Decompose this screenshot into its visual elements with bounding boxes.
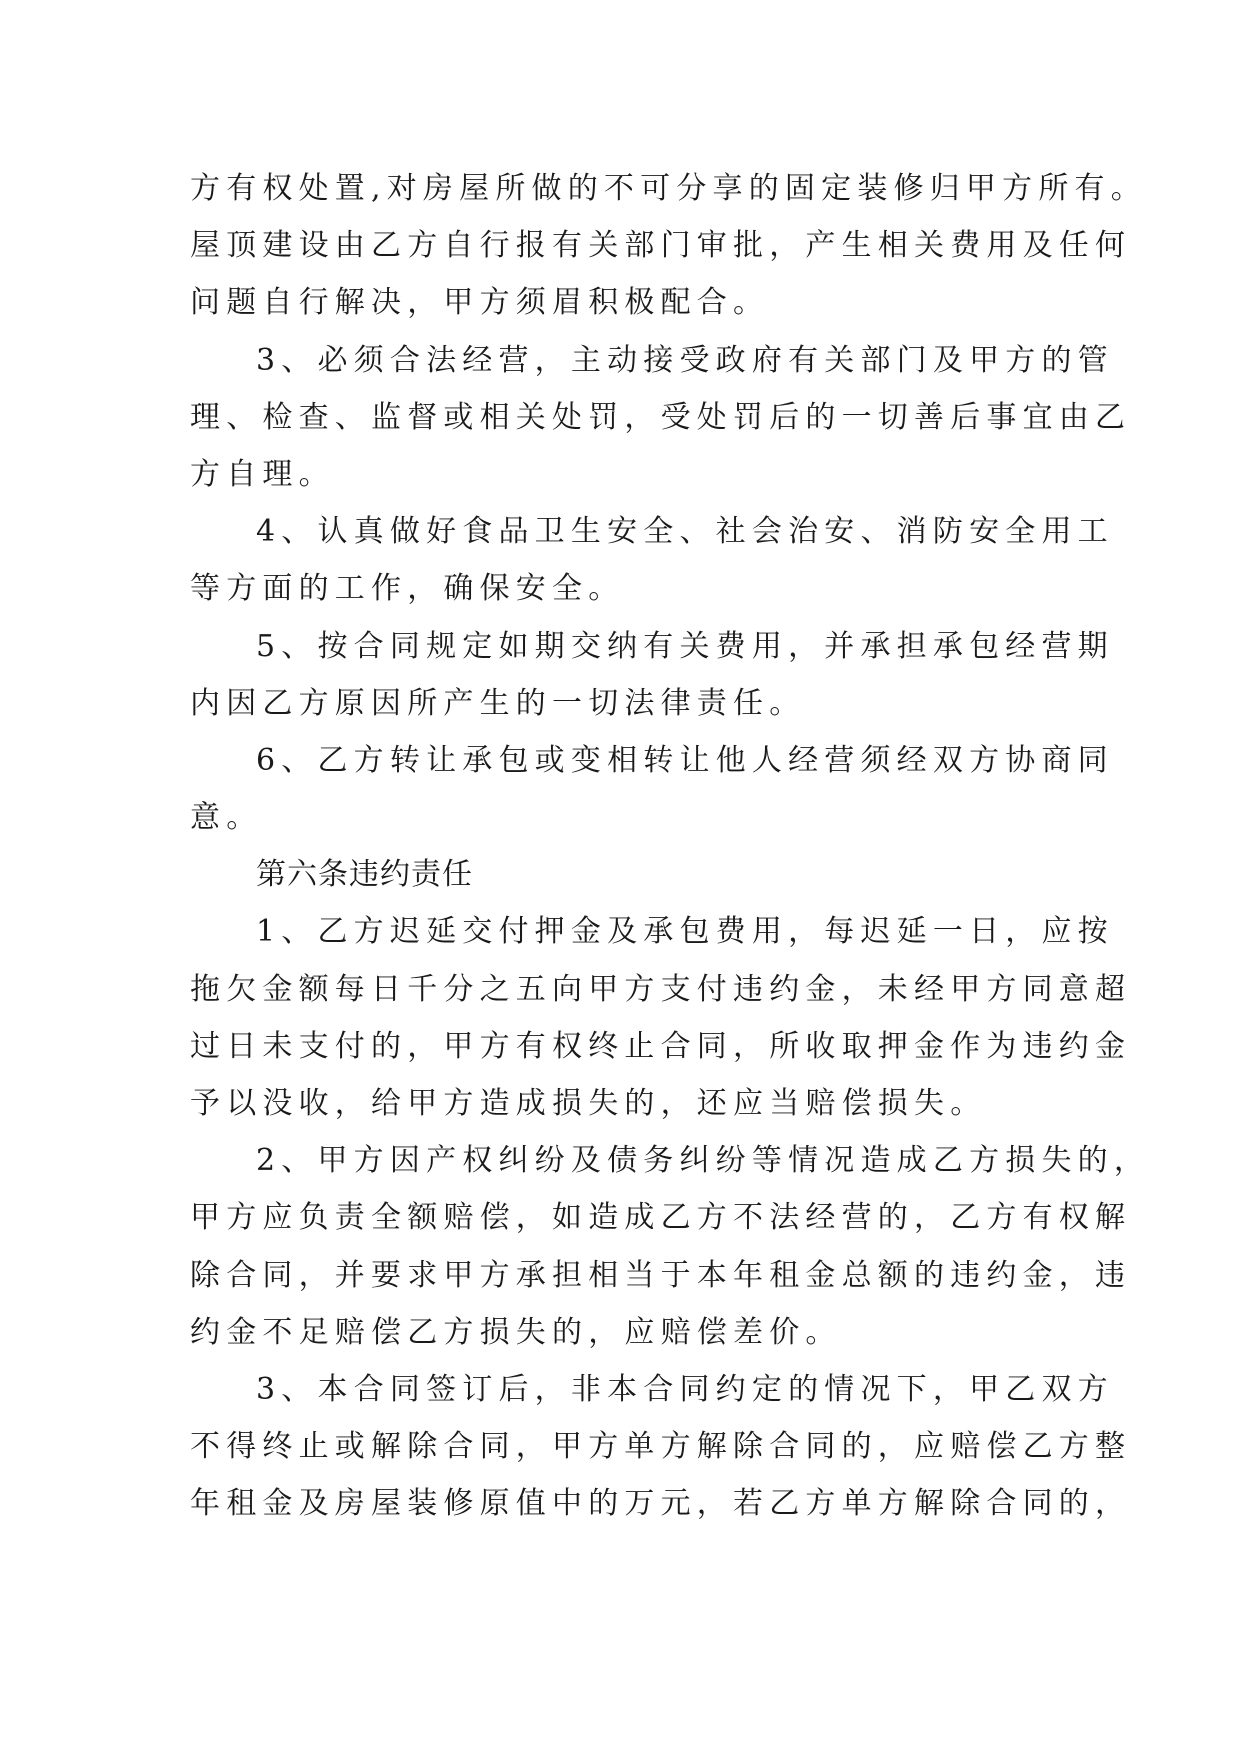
- clause-4-start: 4、认真做好食品卫生安全、社会治安、消防安全用工: [256, 514, 1114, 550]
- text-line: 年租金及房屋装修原值中的万元，若乙方单方解除合同的，: [190, 1486, 1132, 1522]
- breach-clause-2-start: 2、甲方因产权纠纷及债务纠纷等情况造成乙方损失的，: [256, 1143, 1151, 1179]
- text-line: 方自理。: [190, 456, 335, 492]
- text-line: 拖欠金额每日千分之五向甲方支付违约金，未经甲方同意超: [190, 971, 1132, 1007]
- document-body: [190, 160, 1230, 1533]
- clause-6-start: 6、乙方转让承包或变相转让他人经营须经双方协商同: [256, 742, 1114, 778]
- section-heading: 第六条违约责任: [256, 857, 473, 893]
- text-line: 等方面的工作，确保安全。: [190, 571, 625, 607]
- text-line: 甲方应负责全额赔偿，如造成乙方不法经营的，乙方有权解: [190, 1200, 1132, 1236]
- text-line: 予以没收，给甲方造成损失的，还应当赔偿损失。: [190, 1086, 987, 1121]
- text-line: 不得终止或解除合同，甲方单方解除合同的，应赔偿乙方整: [190, 1429, 1132, 1465]
- text-line: 理、检查、监督或相关处罚，受处罚后的一切善后事宜由乙: [190, 399, 1132, 435]
- text-line: 过日未支付的，甲方有权终止合同，所收取押金作为违约金: [190, 1028, 1132, 1064]
- text-line: 除合同，并要求甲方承担相当于本年租金总额的违约金，违: [190, 1257, 1132, 1293]
- text-line: 约金不足赔偿乙方损失的，应赔偿差价。: [190, 1314, 842, 1350]
- text-line: 内因乙方原因所产生的一切法律责任。: [190, 685, 806, 721]
- clause-5-start: 5、按合同规定如期交纳有关费用，并承担承包经营期: [256, 628, 1114, 664]
- text-line: 屋顶建设由乙方自行报有关部门审批，产生相关费用及任何: [190, 228, 1132, 264]
- text-line: 意。: [190, 800, 263, 836]
- text-line: 问题自行解决，甲方须眉积极配合。: [190, 285, 770, 321]
- clause-3-start: 3、必须合法经营，主动接受政府有关部门及甲方的管: [256, 342, 1114, 378]
- breach-clause-1-start: 1、乙方迟延交付押金及承包费用，每迟延一日，应按: [256, 914, 1114, 950]
- text-line: 方有权处置,对房屋所做的不可分享的固定装修归甲方所有。: [190, 171, 1147, 206]
- breach-clause-3-start: 3、本合同签订后，非本合同约定的情况下，甲乙双方: [256, 1371, 1114, 1407]
